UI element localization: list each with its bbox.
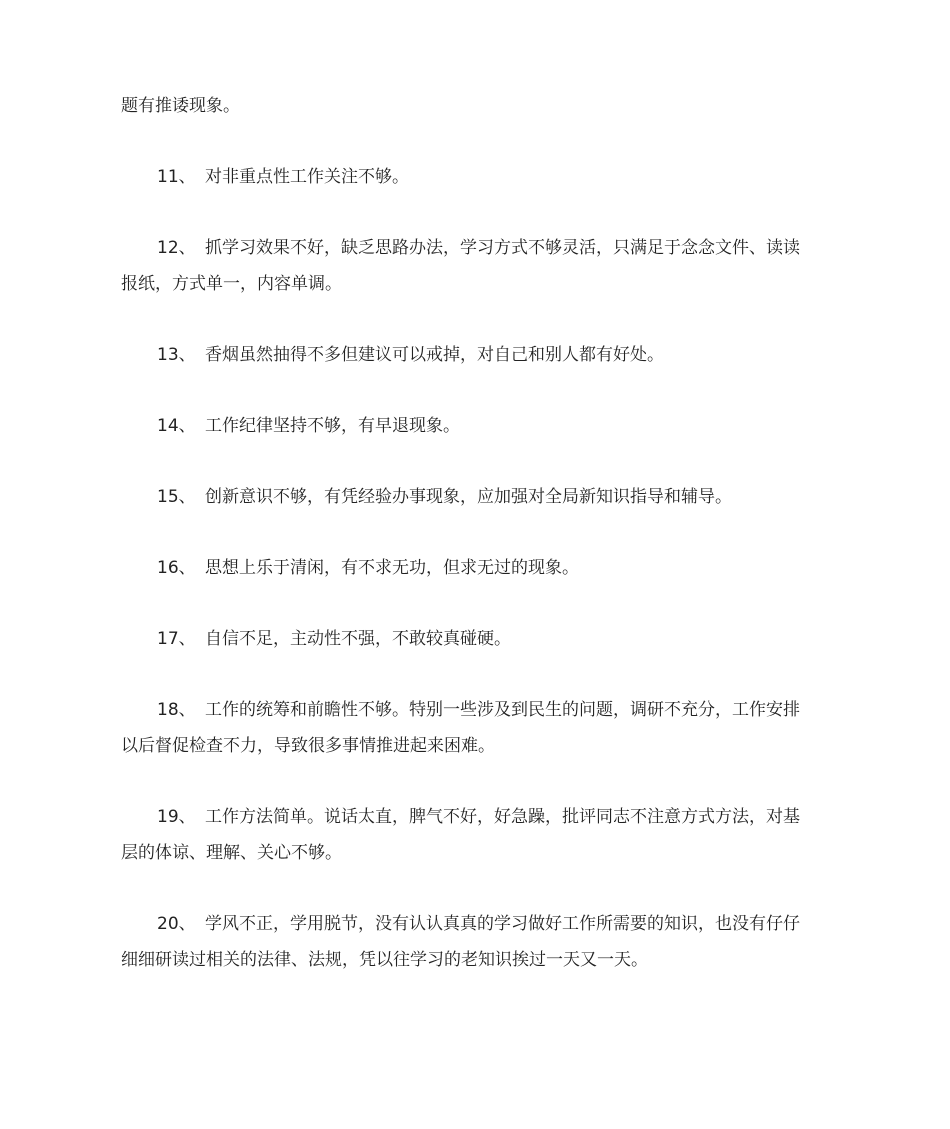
item-number: 17、 <box>157 629 196 649</box>
list-item-18 <box>157 699 833 721</box>
list-item-12-continuation <box>121 273 833 295</box>
continuation-line <box>121 95 833 117</box>
continuation-text: 题有推诿现象。 <box>121 96 240 116</box>
list-item-19 <box>157 806 833 828</box>
item-text-continuation: 层的体谅、理解、关心不够。 <box>121 843 342 863</box>
list-item-18-continuation <box>121 735 833 757</box>
list-item-20 <box>157 913 833 935</box>
item-text: 创新意识不够，有凭经验办事现象，应加强对全局新知识指导和辅导。 <box>205 487 732 507</box>
item-text-continuation: 报纸，方式单一，内容单调。 <box>121 274 342 294</box>
item-text: 工作纪律坚持不够，有早退现象。 <box>205 416 460 436</box>
list-item-19-continuation <box>121 842 833 864</box>
item-text: 自信不足，主动性不强，不敢较真碰硬。 <box>205 629 511 649</box>
item-number: 19、 <box>157 807 196 827</box>
list-item-16 <box>157 557 833 579</box>
item-text: 学风不正，学用脱节，没有认认真真的学习做好工作所需要的知识，也没有仔仔 <box>205 914 800 934</box>
item-number: 16、 <box>157 558 196 578</box>
item-number: 11、 <box>157 167 196 187</box>
item-text: 工作方法简单。说话太直，脾气不好，好急躁，批评同志不注意方式方法，对基 <box>205 807 800 827</box>
item-number: 18、 <box>157 700 196 720</box>
list-item-13 <box>157 344 833 366</box>
list-item-20-continuation <box>121 949 833 971</box>
item-number: 13、 <box>157 345 196 365</box>
item-text: 对非重点性工作关注不够。 <box>205 167 409 187</box>
item-text-continuation: 细细研读过相关的法律、法规，凭以往学习的老知识挨过一天又一天。 <box>121 950 648 970</box>
item-number: 20、 <box>157 914 196 934</box>
list-item-17 <box>157 628 833 650</box>
item-text-continuation: 以后督促检查不力，导致很多事情推进起来困难。 <box>121 736 495 756</box>
item-number: 14、 <box>157 416 196 436</box>
list-item-14 <box>157 415 833 437</box>
item-number: 12、 <box>157 238 196 258</box>
list-item-12 <box>157 237 833 259</box>
list-item-15 <box>157 486 833 508</box>
item-text: 抓学习效果不好，缺乏思路办法，学习方式不够灵活，只满足于念念文件、读读 <box>205 238 800 258</box>
item-text: 工作的统筹和前瞻性不够。特别一些涉及到民生的问题，调研不充分，工作安排 <box>205 700 800 720</box>
item-text: 香烟虽然抽得不多但建议可以戒掉，对自己和别人都有好处。 <box>205 345 664 365</box>
item-number: 15、 <box>157 487 196 507</box>
item-text: 思想上乐于清闲，有不求无功，但求无过的现象。 <box>205 558 579 578</box>
list-item-11 <box>157 166 833 188</box>
